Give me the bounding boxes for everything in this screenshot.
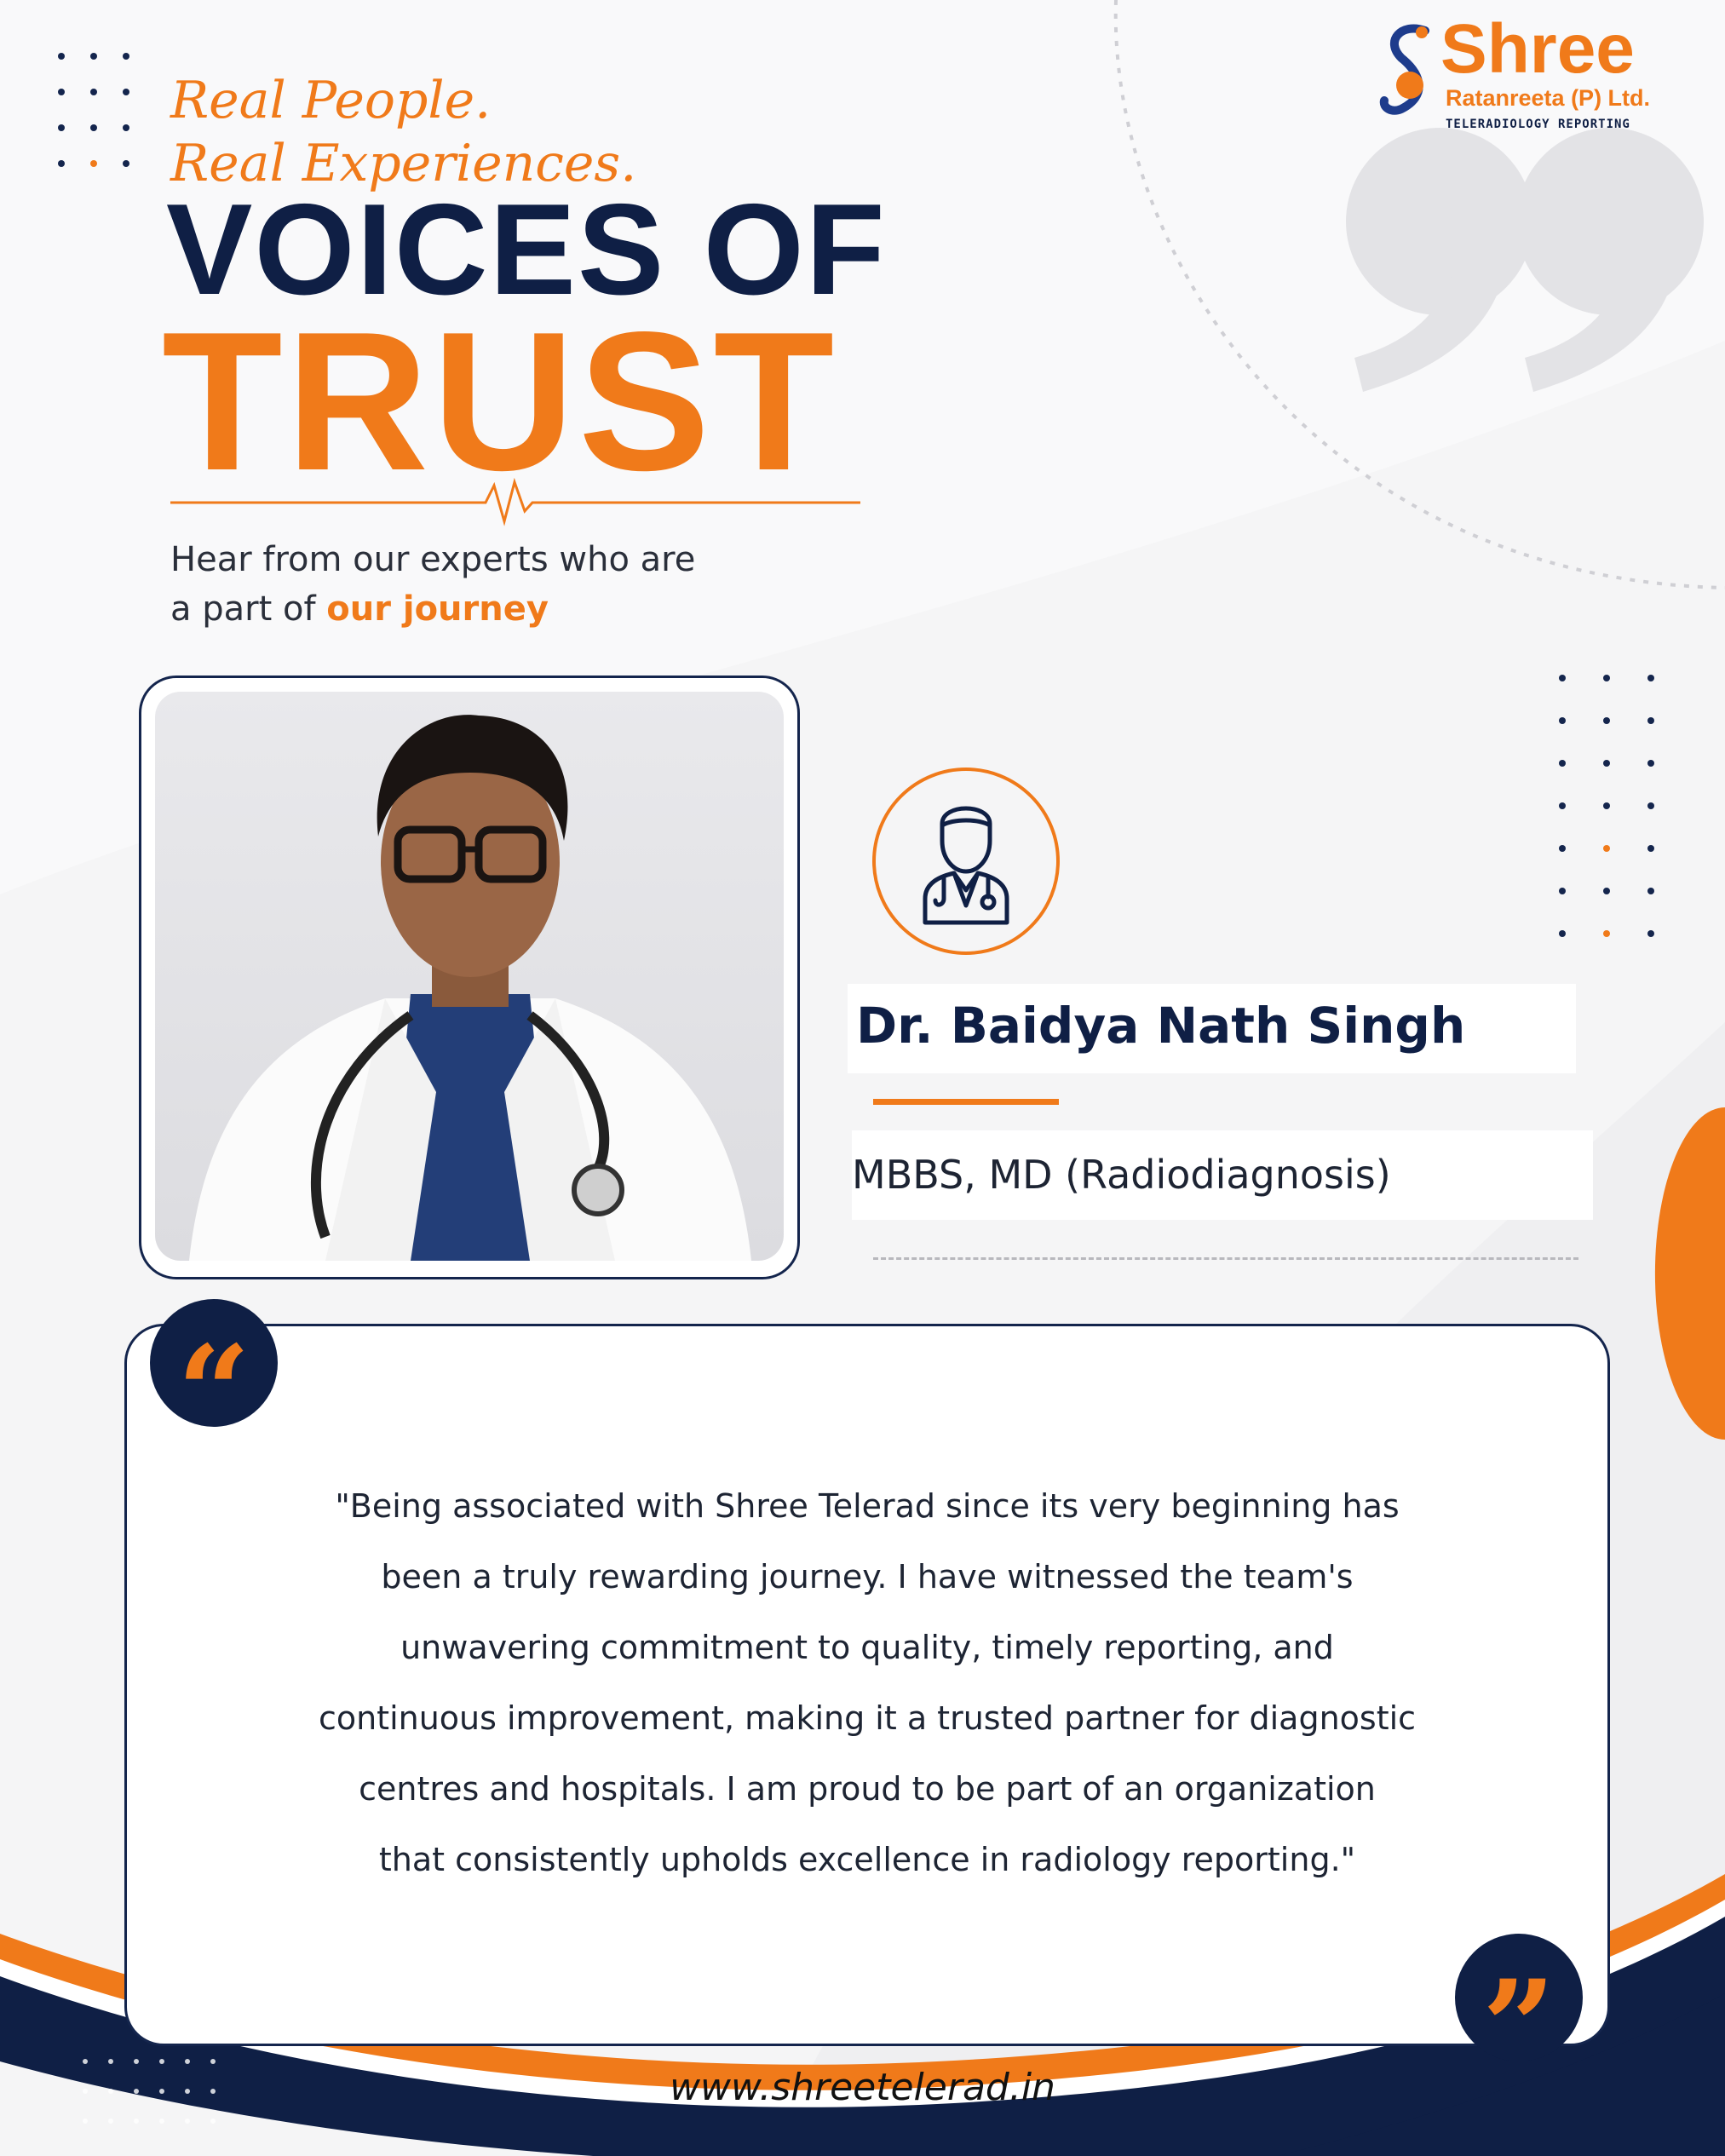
testimonial-line: centres and hospitals. I am proud to be part of an organization [359, 1770, 1376, 1808]
subtitle-line-1: Hear from our experts who are [170, 540, 696, 579]
photo-card [139, 676, 800, 1279]
testimonial-line: "Being associated with Shree Telerad since its very beginning has [335, 1487, 1400, 1525]
logo-mark-icon [1376, 15, 1444, 118]
testimonial-text [212, 1471, 1522, 1895]
subtitle-prefix: a part of [170, 589, 327, 629]
dot-grid-top-left [58, 53, 155, 167]
tagline-line-1: Real People. [170, 71, 492, 130]
testimonial-line: been a truly rewarding journey. I have witnessed the team's [381, 1558, 1354, 1595]
doctor-icon [876, 771, 1056, 952]
doctor-qualification: MBBS, MD (Radiodiagnosis) [852, 1152, 1391, 1198]
tagline-line-2: Real Experiences. [170, 134, 637, 193]
doctor-icon-badge [872, 768, 1060, 955]
headline-trust: TRUST [162, 291, 838, 512]
testimonial-line: that consistently upholds excellence in radiology reporting." [378, 1841, 1356, 1878]
dashed-divider [873, 1257, 1578, 1260]
testimonial-card [124, 1318, 1610, 2046]
testimonial-line: continuous improvement, making it a trusted partner for diagnostic [318, 1699, 1417, 1737]
brand-logo [1376, 12, 1704, 140]
doctor-portrait-icon [155, 692, 784, 1261]
testimonial-line: unwavering commitment to quality, timely reporting, and [400, 1629, 1334, 1666]
heartbeat-divider [170, 477, 860, 528]
dot-grid-right [1559, 675, 1692, 937]
doctor-photo [155, 692, 784, 1261]
open-quote-icon [150, 1299, 278, 1468]
logo-company: Ratanreeta (P) Ltd. [1446, 85, 1651, 111]
subtitle-line-2 [170, 584, 695, 634]
logo-tagline: TELERADIOLOGY REPORTING [1446, 118, 1630, 131]
website-url[interactable]: www.shreetelerad.in [670, 2066, 1055, 2109]
close-quote-icon [1455, 1934, 1583, 2102]
logo-name: Shree [1440, 10, 1635, 88]
subtitle [170, 535, 695, 634]
subtitle-accent: our journey [326, 589, 549, 629]
doctor-name: Dr. Baidya Nath Singh [856, 997, 1466, 1055]
name-underline [873, 1099, 1059, 1105]
headline-voices-of: VOICES OF [166, 177, 887, 322]
open-quote-mark: “ [176, 1318, 251, 1468]
close-quote-mark: ” [1481, 1952, 1556, 2102]
